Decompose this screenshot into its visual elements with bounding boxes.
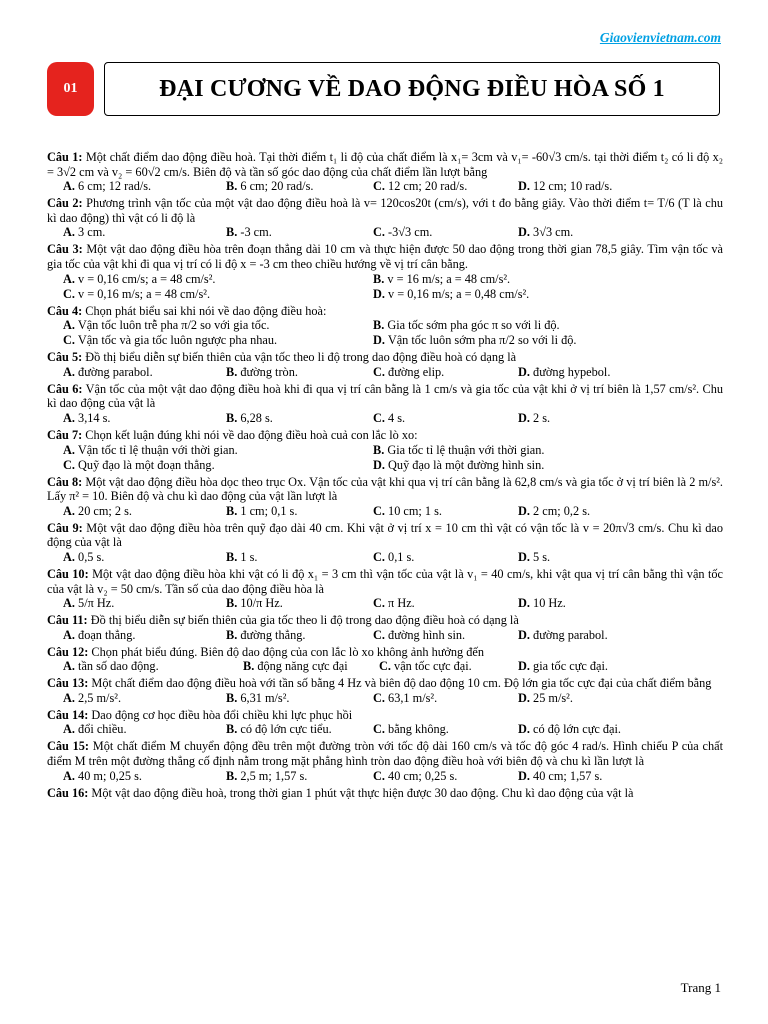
option-text: tần số dao động.: [74, 659, 159, 674]
answer-option[interactable]: [226, 722, 332, 737]
option-key: B.: [226, 596, 238, 611]
question-10: [47, 567, 723, 596]
answer-option[interactable]: [373, 458, 544, 473]
option-key: A.: [63, 503, 75, 518]
option-text: bằng không.: [384, 722, 449, 737]
answer-option[interactable]: [373, 443, 544, 458]
option-text: v = 0,16 cm/s; a = 48 cm/s².: [74, 271, 216, 286]
answer-option[interactable]: [379, 659, 472, 674]
answer-option[interactable]: [373, 504, 442, 519]
question-label: Câu 1:: [47, 150, 83, 164]
question-1: [47, 150, 723, 179]
option-key: D.: [373, 333, 385, 348]
answer-options: [47, 443, 723, 473]
answer-option[interactable]: [373, 550, 414, 565]
option-key: A.: [63, 179, 75, 194]
option-text: 6 cm; 20 rad/s.: [237, 179, 314, 194]
option-key: A.: [63, 768, 75, 783]
answer-option[interactable]: [63, 550, 104, 565]
answer-option[interactable]: [373, 179, 467, 194]
answer-options: [47, 596, 723, 611]
option-key: C.: [373, 768, 385, 783]
option-key: C.: [373, 690, 385, 705]
option-key: C.: [373, 722, 385, 737]
answer-option[interactable]: [63, 628, 135, 643]
question-text: Một vật dao động điều hoà, trong thời gian 1 phút vật thực hiện được 30 dao động. Chu kì dao động của vật là: [88, 785, 634, 800]
option-key: D.: [518, 596, 530, 611]
option-key: B.: [226, 627, 238, 642]
question-9: [47, 521, 723, 550]
answer-option[interactable]: [226, 179, 313, 194]
option-text: 2,5 m/s².: [74, 690, 122, 705]
answer-options: [47, 318, 723, 348]
answer-option[interactable]: [373, 287, 529, 302]
question-label: Câu 6:: [47, 381, 83, 396]
answer-option[interactable]: [373, 272, 510, 287]
option-text: 3√3 cm.: [529, 225, 574, 240]
question-label: Câu 15:: [47, 739, 90, 754]
answer-option[interactable]: [63, 365, 153, 380]
question-label: Câu 3:: [47, 242, 83, 257]
answer-option[interactable]: [63, 411, 111, 426]
option-key: A.: [63, 271, 75, 286]
option-text: v = 16 m/s; a = 48 cm/s².: [384, 271, 511, 286]
option-key: C.: [373, 627, 385, 642]
question-16: [47, 786, 723, 801]
answer-option[interactable]: [518, 596, 566, 611]
option-key: A.: [63, 364, 75, 379]
option-key: A.: [63, 410, 75, 425]
answer-option[interactable]: [518, 659, 608, 674]
option-text: 1 cm; 0,1 s.: [237, 503, 298, 518]
option-text: 10 Hz.: [529, 596, 566, 611]
question-6: [47, 382, 723, 411]
question-label: Câu 11:: [47, 613, 88, 628]
question-text: Chọn phát biểu đúng. Biên độ dao động của con lắc lò xo không ảnh hưởng đến: [88, 644, 485, 659]
question-text: Một vật dao động điều hòa khi vật có li độ x₁ = 3 cm thì vận tốc của vật là v₁ = 40 cm/s, khi vật qua vị trí cân bằng thì vận tốc của vật là v₂ = 50 cm/s. Tần số của dao động điều hòa là: [47, 566, 723, 596]
answer-options: [47, 659, 723, 674]
question-text: Một chất điểm dao động điều hoà với tần số bằng 4 Hz và biên độ dao động 10 cm. Độ lớn gia tốc cực đại của chất điểm bằng: [88, 676, 712, 691]
answer-option[interactable]: [373, 596, 415, 611]
option-key: C.: [379, 659, 391, 674]
answer-option[interactable]: [63, 596, 114, 611]
option-key: D.: [518, 503, 530, 518]
option-text: Quỹ đạo là một đường hình sin.: [384, 457, 545, 472]
option-key: D.: [518, 659, 530, 674]
option-text: vận tốc cực đại.: [390, 659, 472, 674]
question-text: Chọn kết luận đúng khi nói về dao động điều hoà cuả con lắc lò xo:: [82, 427, 418, 442]
answer-options: [47, 179, 723, 194]
option-key: A.: [63, 722, 75, 737]
question-label: Câu 4:: [47, 303, 83, 318]
answer-option[interactable]: [63, 691, 121, 706]
option-text: 1 s.: [237, 549, 258, 564]
option-key: D.: [518, 549, 530, 564]
option-key: B.: [226, 722, 238, 737]
option-key: C.: [63, 286, 75, 301]
option-text: 5 s.: [529, 549, 551, 564]
question-14: [47, 708, 723, 723]
answer-option[interactable]: [63, 443, 238, 458]
option-key: C.: [373, 503, 385, 518]
option-text: đường hình sin.: [384, 627, 466, 642]
option-text: 3 cm.: [74, 225, 106, 240]
answer-option[interactable]: [518, 365, 610, 380]
option-key: B.: [226, 549, 238, 564]
answer-option[interactable]: [518, 691, 573, 706]
answer-options: [47, 504, 723, 519]
answer-option[interactable]: [226, 596, 283, 611]
option-key: C.: [373, 596, 385, 611]
option-text: 0,5 s.: [74, 549, 105, 564]
option-text: 12 cm; 20 rad/s.: [384, 179, 468, 194]
option-text: 3,14 s.: [74, 410, 111, 425]
option-text: có độ lớn cực đại.: [529, 722, 621, 737]
page-title: ĐẠI CƯƠNG VỀ DAO ĐỘNG ĐIỀU HÒA SỐ 1: [159, 75, 665, 102]
option-key: B.: [226, 179, 238, 194]
option-text: 2 s.: [529, 410, 551, 425]
answer-option[interactable]: [518, 504, 590, 519]
option-key: B.: [373, 442, 385, 457]
answer-option[interactable]: [226, 628, 305, 643]
answer-option[interactable]: [518, 769, 602, 784]
option-key: C.: [63, 333, 75, 348]
question-text: Một vật dao động điều hòa trên đoạn thẳng dài 10 cm và thực hiện được 50 dao động trong thời gian 78,5 giây. Tìm vận tốc và gia tốc của vật khi đi qua vị trí có li độ x = -3 cm theo chiều hướng về vị trí cân bằng.: [47, 242, 723, 271]
option-text: đường hypebol.: [529, 364, 611, 379]
option-key: B.: [226, 690, 238, 705]
question-12: [47, 645, 723, 660]
answer-option[interactable]: [226, 365, 298, 380]
option-text: 6,28 s.: [237, 410, 273, 425]
option-text: 5/π Hz.: [74, 596, 115, 611]
option-text: Gia tốc sớm pha góc π so với li độ.: [384, 318, 560, 333]
option-key: A.: [63, 442, 75, 457]
question-label: Câu 7:: [47, 427, 83, 442]
question-label: Câu 16:: [47, 785, 89, 800]
exercise-number-badge: [47, 62, 94, 116]
answer-option[interactable]: [518, 411, 550, 426]
question-text: Phương trình vận tốc của một vật dao động điều hoà là v= 120cos20t (cm/s), với t đo bằng giây. Vào thời điểm t= T/6 (T là chu kì dao động) thì vật có li độ là: [47, 196, 723, 225]
question-text: Vận tốc của một vật dao động điều hoà khi đi qua vị trí cân bằng là 1 cm/s và gia tốc của vật khi ở vị trí biên là 1,57 cm/s². Chu kì dao động của vật là: [47, 381, 724, 411]
option-key: D.: [518, 627, 530, 642]
answer-options: [47, 550, 723, 565]
question-text: Dao động cơ học điều hòa đổi chiều khi lực phục hồi: [88, 707, 353, 722]
option-key: A.: [63, 549, 75, 564]
option-text: 40 cm; 1,57 s.: [529, 768, 603, 783]
option-key: B.: [373, 271, 385, 286]
option-text: đoạn thẳng.: [74, 627, 136, 642]
question-label: Câu 8:: [47, 474, 83, 489]
option-text: Quỹ đạo là một đoạn thẳng.: [74, 457, 215, 472]
option-key: D.: [373, 286, 385, 301]
question-15: [47, 739, 723, 768]
answer-option[interactable]: [373, 225, 432, 240]
answer-option[interactable]: [63, 458, 215, 473]
option-key: D.: [518, 690, 530, 705]
option-key: C.: [373, 225, 385, 240]
option-text: v = 0,16 m/s; a = 48 cm/s².: [74, 286, 211, 301]
option-key: B.: [226, 225, 238, 240]
option-text: 20 cm; 2 s.: [74, 503, 133, 518]
option-key: B.: [243, 659, 255, 674]
option-key: D.: [518, 768, 530, 783]
page-number: Trang 1: [680, 980, 721, 995]
answer-options: [47, 628, 723, 643]
answer-option[interactable]: [63, 318, 269, 333]
option-key: C.: [373, 179, 385, 194]
question-text: Đồ thị biểu diễn sự biến thiên của vận tốc theo li độ trong dao động điều hoà có dạng là: [82, 350, 517, 365]
option-key: A.: [63, 596, 75, 611]
option-text: 12 cm; 10 rad/s.: [529, 179, 613, 194]
option-text: Gia tốc tỉ lệ thuận với thời gian.: [384, 442, 545, 457]
option-text: 40 m; 0,25 s.: [74, 768, 142, 783]
answer-option[interactable]: [226, 411, 273, 426]
answer-options: [47, 225, 723, 240]
option-key: B.: [226, 410, 238, 425]
option-text: 2 cm; 0,2 s.: [529, 503, 591, 518]
site-link[interactable]: Giaovienvietnam.com: [599, 30, 721, 45]
answer-option[interactable]: [63, 659, 159, 674]
question-11: [47, 613, 723, 628]
answer-options: [47, 769, 723, 784]
option-text: π Hz.: [384, 596, 415, 611]
option-text: gia tốc cực đại.: [529, 659, 608, 674]
question-label: Câu 14:: [47, 707, 89, 722]
answer-option[interactable]: [63, 722, 127, 737]
question-label: Câu 2:: [47, 196, 83, 211]
option-key: B.: [226, 364, 238, 379]
option-key: A.: [63, 659, 75, 674]
answer-option[interactable]: [373, 365, 444, 380]
answer-option[interactable]: [63, 769, 142, 784]
answer-option[interactable]: [373, 628, 465, 643]
question-text: Chọn phát biểu sai khi nói về dao động điều hoà:: [82, 303, 327, 318]
option-text: Vận tốc và gia tốc luôn ngược pha nhau.: [74, 333, 278, 348]
answer-option[interactable]: [226, 225, 272, 240]
option-key: D.: [373, 457, 385, 472]
option-key: B.: [373, 318, 385, 333]
option-key: D.: [518, 410, 530, 425]
question-text: Một chất điểm M chuyển động đều trên một đường tròn với tốc độ dài 160 cm/s và tốc độ góc 4 rad/s. Hình chiếu P của chất điểm M trên một đường thẳng cố định nằm trong mặt phẳng hình tròn dao động điều hoà với biên độ và chu kì lần lượt là: [47, 739, 723, 769]
question-text: Một vật dao động điều hòa trên quỹ đạo dài 40 cm. Khi vật ở vị trí x = 10 cm thì vật có vận tốc là v = 20π√3 cm/s. Chu kì dao động của vật là: [47, 520, 723, 550]
answer-option[interactable]: [226, 550, 257, 565]
answer-option[interactable]: [518, 550, 550, 565]
option-key: C.: [373, 364, 385, 379]
option-key: A.: [63, 627, 75, 642]
question-13: [47, 676, 723, 691]
option-key: A.: [63, 225, 75, 240]
option-text: động năng cực đại: [254, 659, 348, 674]
question-text: Một vật dao động điều hòa dọc theo trục Ox. Vận tốc của vật khi qua vị trí cân bằng là 62,8 cm/s và gia tốc ở vị trí biên là 2 m/s². Lấy π² = 10. Biên độ và chu kì dao động của vật lần lượt là: [47, 474, 723, 504]
option-text: đường thẳng.: [237, 627, 306, 642]
exercise-number: 01: [63, 81, 78, 96]
question-text: Đồ thị biểu diễn sự biến thiên của gia tốc theo li độ trong dao động điều hoà có dạng là: [87, 613, 519, 628]
page-title-box: [104, 62, 720, 116]
option-text: Vận tốc luôn sớm pha π/2 so với li độ.: [384, 333, 577, 348]
question-4: [47, 304, 723, 319]
answer-option[interactable]: [243, 659, 348, 674]
question-2: [47, 196, 723, 225]
option-text: đường parabol.: [529, 627, 608, 642]
answer-option[interactable]: [63, 179, 151, 194]
option-text: đường elip.: [384, 364, 445, 379]
answer-option[interactable]: [226, 691, 289, 706]
option-text: 4 s.: [384, 410, 406, 425]
answer-option[interactable]: [63, 287, 210, 302]
option-key: A.: [63, 690, 75, 705]
answer-options: [47, 272, 723, 302]
answer-options: [47, 365, 723, 380]
answer-option[interactable]: [63, 225, 105, 240]
option-text: 10 cm; 1 s.: [384, 503, 443, 518]
option-text: 2,5 m; 1,57 s.: [237, 768, 308, 783]
answer-options: [47, 411, 723, 426]
option-text: 6 cm; 12 rad/s.: [74, 179, 152, 194]
answer-option[interactable]: [63, 504, 132, 519]
option-key: C.: [373, 549, 385, 564]
option-text: 25 m/s².: [529, 690, 573, 705]
answer-option[interactable]: [518, 628, 608, 643]
answer-option[interactable]: [373, 722, 449, 737]
option-text: đường tròn.: [237, 364, 298, 379]
option-text: 10/π Hz.: [237, 596, 283, 611]
option-text: v = 0,16 m/s; a = 0,48 cm/s².: [384, 286, 530, 301]
answer-option[interactable]: [518, 179, 612, 194]
option-key: D.: [518, 364, 530, 379]
answer-option[interactable]: [373, 333, 576, 348]
answer-option[interactable]: [63, 272, 215, 287]
option-text: 6,31 m/s².: [237, 690, 290, 705]
option-text: Vận tốc tỉ lệ thuận với thời gian.: [74, 442, 238, 457]
option-key: A.: [63, 318, 75, 333]
question-list: [47, 150, 723, 800]
question-3: [47, 242, 723, 271]
question-label: Câu 12:: [47, 644, 89, 659]
answer-option[interactable]: [373, 411, 405, 426]
option-key: C.: [373, 410, 385, 425]
option-text: đổi chiều.: [74, 722, 127, 737]
answer-option[interactable]: [373, 769, 457, 784]
answer-option[interactable]: [518, 225, 573, 240]
question-label: Câu 5:: [47, 350, 83, 365]
option-text: -3 cm.: [237, 225, 272, 240]
answer-option[interactable]: [226, 504, 297, 519]
option-key: C.: [63, 457, 75, 472]
answer-options: [47, 691, 723, 706]
option-key: B.: [226, 768, 238, 783]
option-text: 0,1 s.: [384, 549, 415, 564]
option-text: 40 cm; 0,25 s.: [384, 768, 458, 783]
option-key: B.: [226, 503, 238, 518]
question-8: [47, 475, 723, 504]
answer-option[interactable]: [226, 769, 307, 784]
question-5: [47, 350, 723, 365]
question-7: [47, 428, 723, 443]
question-label: Câu 10:: [47, 566, 89, 581]
option-text: -3√3 cm.: [384, 225, 433, 240]
option-key: D.: [518, 179, 530, 194]
option-text: 63,1 m/s².: [384, 690, 438, 705]
answer-option[interactable]: [518, 722, 621, 737]
option-text: đường parabol.: [74, 364, 153, 379]
option-key: D.: [518, 722, 530, 737]
option-text: có độ lớn cực tiểu.: [237, 722, 332, 737]
option-key: D.: [518, 225, 530, 240]
answer-options: [47, 722, 723, 737]
answer-option[interactable]: [63, 333, 277, 348]
answer-option[interactable]: [373, 691, 437, 706]
option-text: Vận tốc luôn trễ pha π/2 so với gia tốc.: [74, 318, 270, 333]
question-text: Một chất điểm dao động điều hoà. Tại thời điểm t₁ li độ của chất điểm là x₁= 3cm và v₁= -60√3 cm/s. tại thời điểm t₂ có li độ x₂ = 3√2 cm và v₂ = 60√2 cm/s. Biên độ và tần số góc dao động của chất điểm lần lượt bằng: [47, 150, 724, 179]
question-label: Câu 9:: [47, 520, 83, 535]
answer-option[interactable]: [373, 318, 560, 333]
question-label: Câu 13:: [47, 676, 89, 691]
